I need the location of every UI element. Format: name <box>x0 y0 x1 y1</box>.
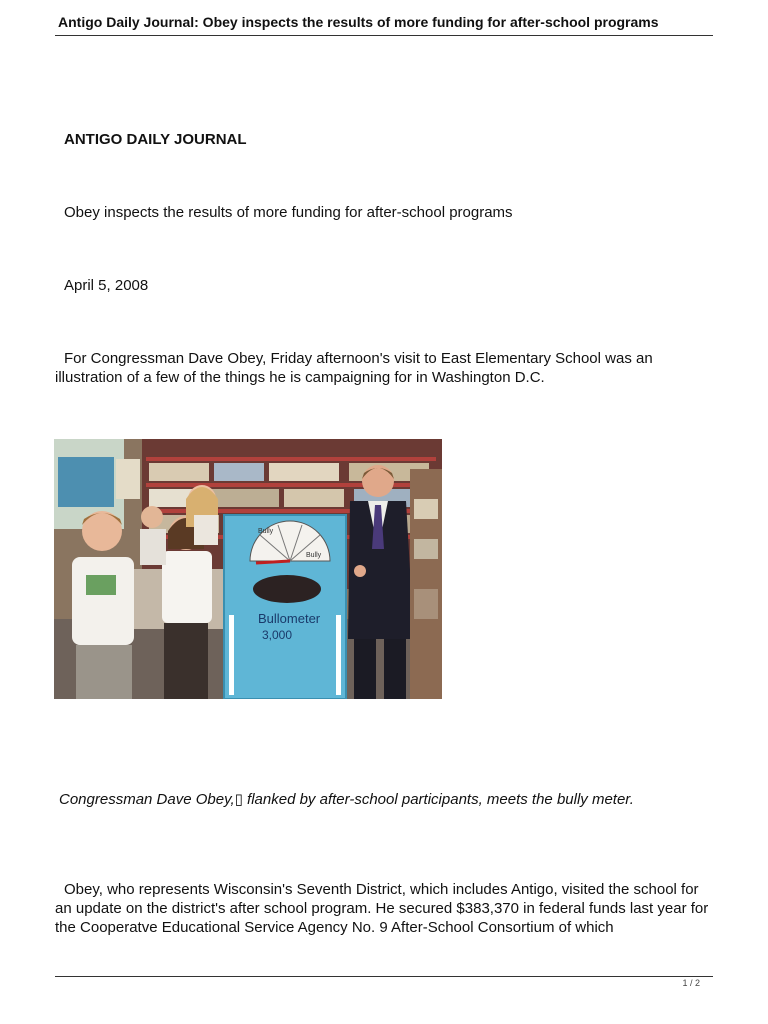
meter-top-label: Bullometer <box>258 611 321 626</box>
page-header-title: Antigo Daily Journal: Obey inspects the results of more funding for after-school programs <box>58 14 659 30</box>
meter-left-label: Bully <box>258 528 274 535</box>
article-paragraph-1: For Congressman Dave Obey, Friday afternoon's visit to East Elementary School was an illustration of a few of the things he is campaigning for in Washington D.C. <box>55 350 653 386</box>
page-number: 1 / 2 <box>682 978 700 988</box>
meter-bottom-label: 3,000 <box>262 628 293 642</box>
meter-right-label: Bully <box>306 552 322 559</box>
article-date: April 5, 2008 <box>64 277 149 294</box>
article-headline: Obey inspects the results of more funding for after-school programs <box>64 204 513 221</box>
footer-divider <box>55 976 713 977</box>
photo-caption: Congressman Dave Obey,▯ flanked by after-school participants, meets the bully meter. <box>59 791 634 808</box>
publication-name: ANTIGO DAILY JOURNAL <box>64 131 247 148</box>
article-paragraph-2: Obey, who represents Wisconsin's Seventh District, which includes Antigo, visited the school for an update on the district's after school program. He secured $383,370 in federal funds last year for the Cooperatve Educational Service Agency No. 9 After-School Consortium of which <box>55 881 709 936</box>
header-divider <box>55 35 713 36</box>
article-photo <box>54 439 442 699</box>
